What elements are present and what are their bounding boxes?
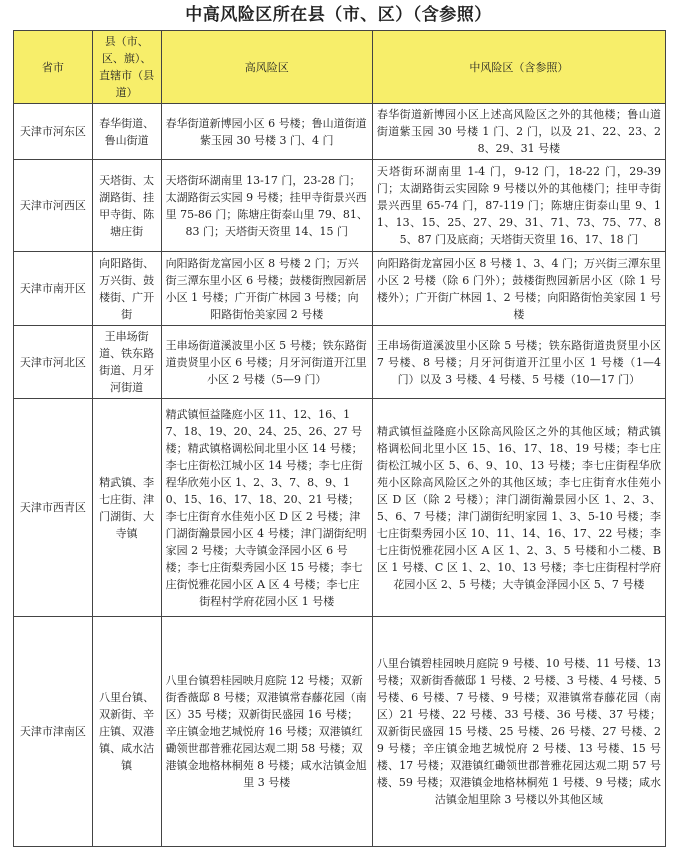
risk-area-table: [13, 30, 666, 847]
header-county: 县（市、区、旗）、直辖市（县道）: [92, 31, 161, 104]
mid-risk-cell: 精武镇恒益隆庭小区除高风险区之外的其他区域；精武镇格调松间北里小区 15、16、17、18、19 号楼；李七庄街松江城小区 5、6、9、10、13 号楼；李七庄街程华欣苑小区除高风险区之外的其他区域；李七庄街育水佳苑小区 D 区（除 2 号楼）；津门湖街瀚景园小区 1、2、3、5、6、7 号楼；津门湖街纪明家园 1、3、5-10 号楼；李七庄街梨秀园小区 10、11、14、16、17、22 号楼；李七庄街悦雅花园小区 A 区 1、2、3、5 号楼和小二楼、B 区 1 号楼、C 区 1、2、10、13 号楼；李七庄街程村学府花园小区 2、5 号楼；大寺镇金泽园小区 5、7 号楼: [372, 399, 665, 617]
city-cell: 天津市津南区: [14, 617, 93, 847]
table-header-row: [14, 31, 666, 104]
high-risk-cell: 八里台镇碧桂园映月庭院 12 号楼；双新街香薇邸 8 号楼；双港镇常春藤花园（南区）35 号楼；双新街民盛园 16 号楼；辛庄镇金地艺城悦府 16 号楼；双港镇红磡领世郡普雅花园达观二期 58 号楼；双港镇金地格林桐苑 8 号楼；咸水沽镇金旭里 3 号楼: [161, 617, 372, 847]
mid-risk-cell: 八里台镇碧桂园映月庭院 9 号楼、10 号楼、11 号楼、13 号楼；双新街香薇邸 1 号楼、2 号楼、3 号楼、4 号楼、5 号楼、6 号楼、7 号楼、9 号楼；双港镇常春藤花园（南区）21 号楼、22 号楼、33 号楼、36 号楼、37 号楼；双新街民盛园 15 号楼、25 号楼、26 号楼、27 号楼、29 号楼；辛庄镇金地艺城悦府 2 号楼、13 号楼、15 号楼、17 号楼；双港镇红磡领世郡普雅花园达观二期 57 号楼、59 号楼；双港镇金地格林桐苑 1 号楼、9 号楼；咸水沽镇金旭里除 3 号楼以外其他区域: [372, 617, 665, 847]
city-cell: 天津市河东区: [14, 104, 93, 160]
mid-risk-cell: 向阳路街龙富园小区 8 号楼 1、3、4 门；万兴街三潭东里小区 2 号楼（除 6 门外）；鼓楼街煦园新居小区（除 1 号楼外）；广开街广林园 1、2 号楼；向阳路街怡美家园 1 号楼: [372, 252, 665, 326]
high-risk-cell: 天塔街环湖南里 13-17 门，23-28 门；太湖路街云实园 9 号楼；挂甲寺街景兴西里 75-86 门；陈塘庄街泰山里 79、81、83 门；天塔街天资里 14、15 门: [161, 160, 372, 252]
city-cell: 天津市河北区: [14, 326, 93, 399]
header-city: 省市: [14, 31, 93, 104]
high-risk-cell: 春华街道新博园小区 6 号楼；鲁山道街道紫玉园 30 号楼 3 门、4 门: [161, 104, 372, 160]
table-row: [14, 617, 666, 847]
county-cell: 八里台镇、双新街、辛庄镇、双港镇、咸水沽镇: [92, 617, 161, 847]
header-high-risk: 高风险区: [161, 31, 372, 104]
county-cell: 精武镇、李七庄街、津门湖街、大寺镇: [92, 399, 161, 617]
page-title: 中高风险区所在县（市、区）（含参照）: [185, 5, 492, 25]
table-row: [14, 160, 666, 252]
table-row: [14, 252, 666, 326]
table-row: [14, 326, 666, 399]
high-risk-cell: 王串场街道溪波里小区 5 号楼；铁东路街道贵贤里小区 6 号楼；月牙河街道开江里小区 2 号楼（5—9 门）: [161, 326, 372, 399]
city-cell: 天津市河西区: [14, 160, 93, 252]
county-cell: 王串场街道、铁东路街道、月牙河街道: [92, 326, 161, 399]
table-row: [14, 104, 666, 160]
city-cell: 天津市南开区: [14, 252, 93, 326]
header-mid-risk: 中风险区（含参照）: [372, 31, 665, 104]
high-risk-cell: 精武镇恒益隆庭小区 11、12、16、17、18、19、20、24、25、26、27 号楼；精武镇格调松间北里小区 14 号楼；李七庄街松江城小区 14 号楼；李七庄街程华欣苑小区 1、2、3、7、8、9、10、15、16、17、18、20、21 号楼；李七庄街育水佳苑小区 D 区 2 号楼；津门湖街瀚景园小区 4 号楼；津门湖街纪明家园 2 号楼；大寺镇金泽园小区 6 号楼；李七庄街梨秀园小区 15 号楼；李七庄街悦雅花园小区 A 区 4 号楼；李七庄街程村学府花园小区 1 号楼: [161, 399, 372, 617]
mid-risk-cell: 春华街道新博园小区上述高风险区之外的其他楼；鲁山道街道紫玉园 30 号楼 1 门、2 门，以及 21、22、23、28、29、31 号楼: [372, 104, 665, 160]
county-cell: 春华街道、鲁山街道: [92, 104, 161, 160]
county-cell: 向阳路街、万兴街、鼓楼街、广开街: [92, 252, 161, 326]
county-cell: 天塔街、太湖路街、挂甲寺街、陈塘庄街: [92, 160, 161, 252]
table-row: [14, 399, 666, 617]
city-cell: 天津市西青区: [14, 399, 93, 617]
mid-risk-cell: 王串场街道溪波里小区除 5 号楼；铁东路街道贵贤里小区 7 号楼、8 号楼；月牙河街道开江里小区 1 号楼（1—4 门）以及 3 号楼、4 号楼、5 号楼（10—17 门）: [372, 326, 665, 399]
high-risk-cell: 向阳路街龙富园小区 8 号楼 2 门；万兴街三潭东里小区 6 号楼；鼓楼街煦园新居小区 1 号楼；广开街广林园 3 号楼；向阳路街怡美家园 2 号楼: [161, 252, 372, 326]
mid-risk-cell: 天塔街环湖南里 1-4 门，9-12 门，18-22 门，29-39 门；太湖路街云实园除 9 号楼以外的其他楼门；挂甲寺街景兴西里 65-74 门，87-119 门；陈塘庄街泰山里 9、11、13、15、25、27、29、31、71、73、75、77、85、87 门及底商；天塔街天资里 16、17、18 门: [372, 160, 665, 252]
